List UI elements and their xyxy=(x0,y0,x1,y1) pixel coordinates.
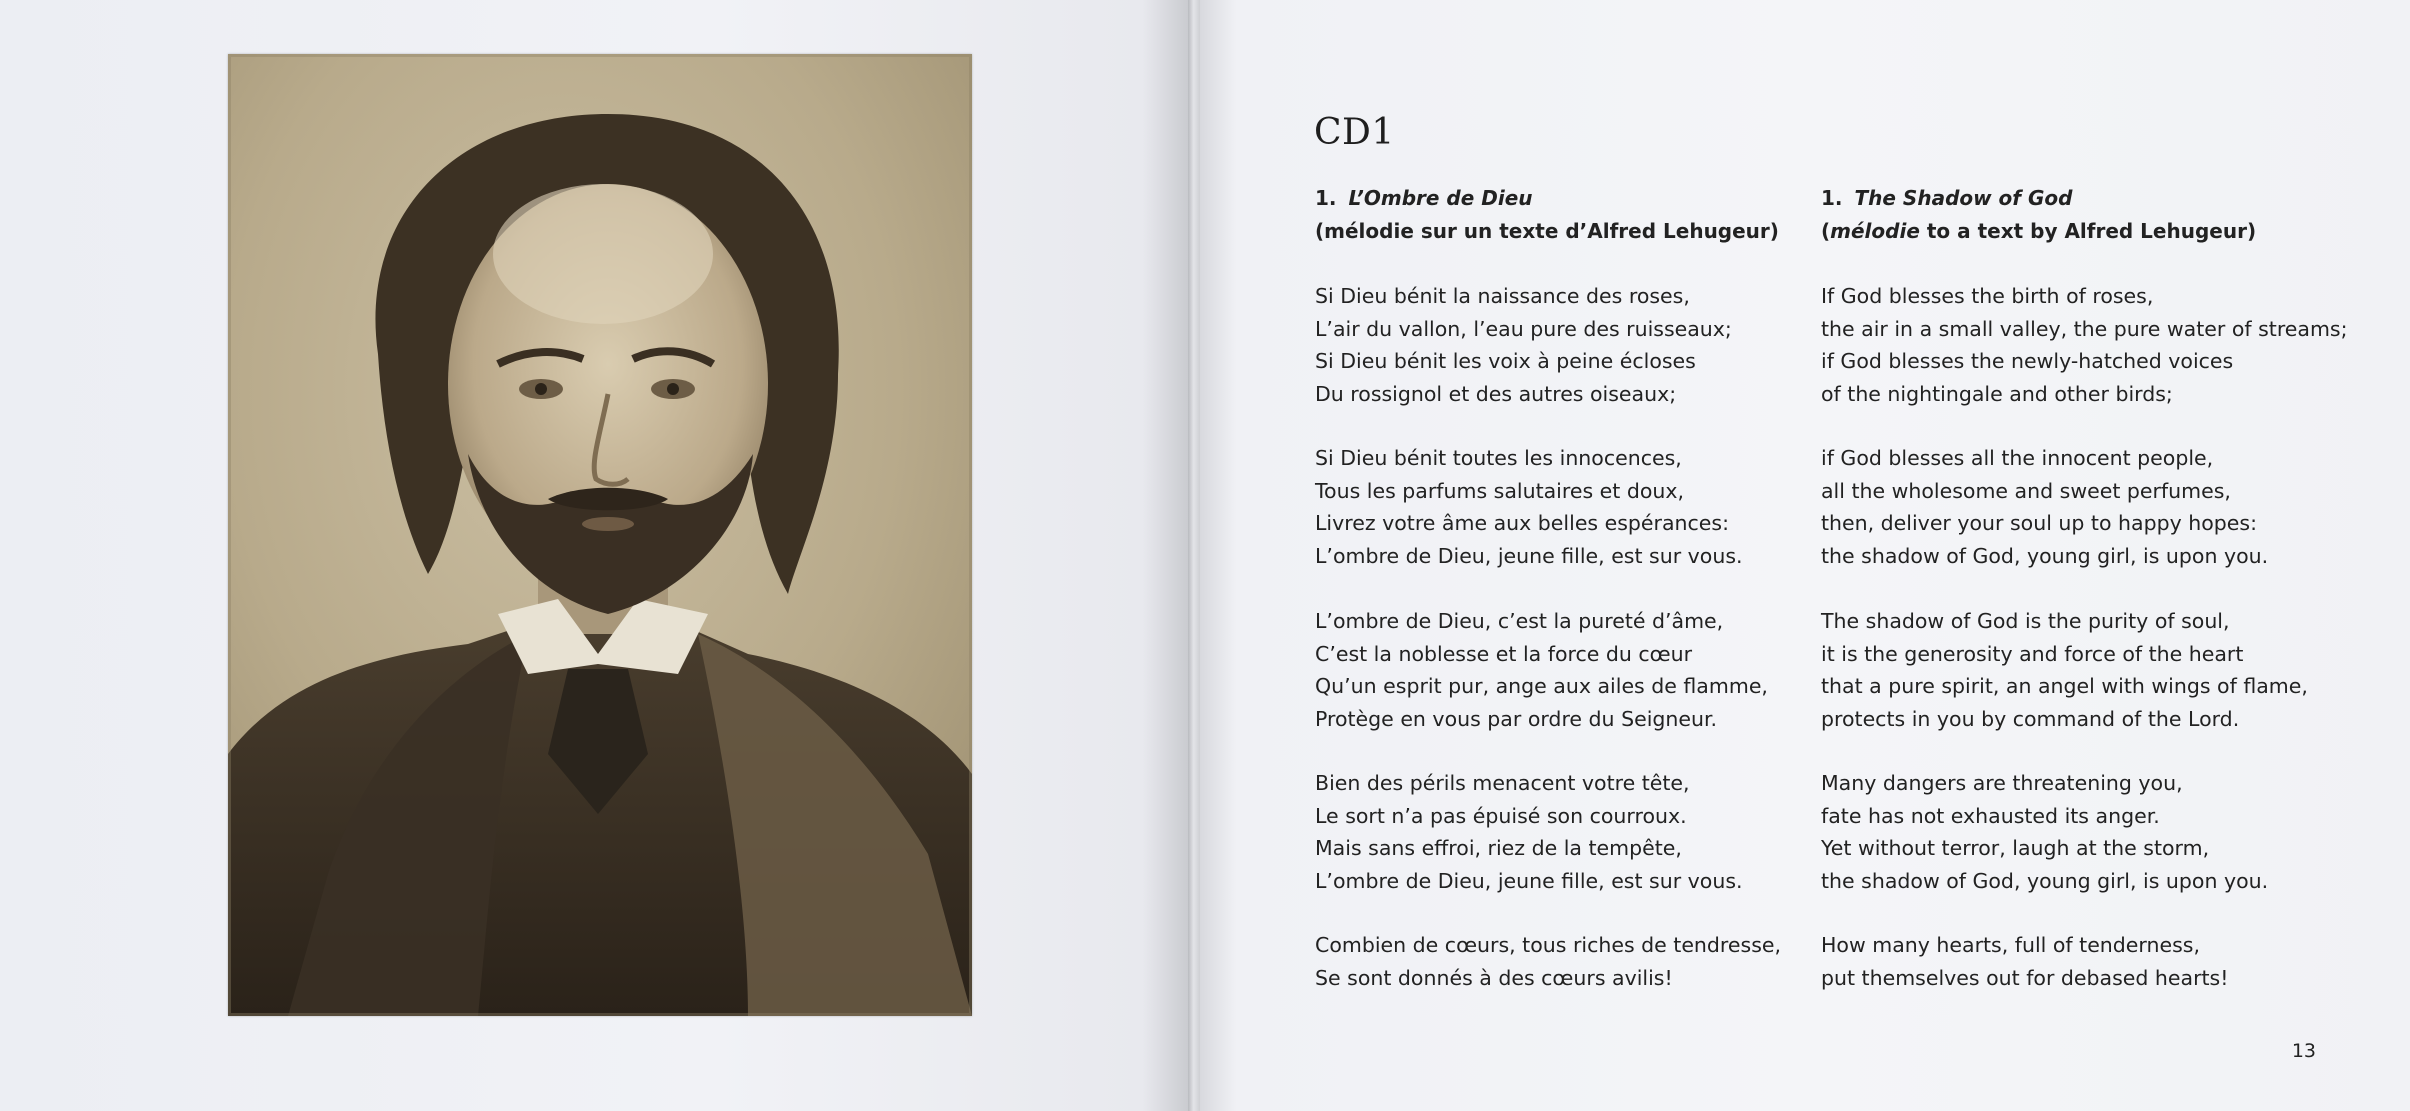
subtitle-rest: to a text by Alfred Lehugeur) xyxy=(1919,219,2257,243)
french-stanza-5 xyxy=(1315,929,1781,994)
lyric-line: Du rossignol et des autres oiseaux; xyxy=(1315,381,1677,406)
lyric-line: Si Dieu bénit la naissance des roses, xyxy=(1315,284,1690,308)
lyric-line: L’ombre de Dieu, c’est la pureté d’âme, xyxy=(1315,609,1724,633)
english-stanza-1 xyxy=(1821,280,2348,410)
lyric-line: Mais sans effroi, riez de la tempête, xyxy=(1315,836,1682,861)
lyric-line: L’ombre de Dieu, jeune fille, est sur vous. xyxy=(1315,868,1743,893)
cd-heading: CD1 xyxy=(1314,112,1395,153)
english-song-title xyxy=(1821,182,2072,215)
subtitle-paren: ( xyxy=(1821,219,1831,243)
lyric-line: Le sort n’a pas épuisé son courroux. xyxy=(1315,803,1687,828)
english-stanza-5 xyxy=(1821,929,2228,994)
french-song-subtitle: (mélodie sur un texte d’Alfred Lehugeur) xyxy=(1315,219,1779,243)
lyric-line: Protège en vous par ordre du Seigneur. xyxy=(1315,706,1718,731)
lyric-line: Tous les parfums salutaires et doux, xyxy=(1315,478,1685,503)
lyric-line: fate has not exhausted its anger. xyxy=(1821,803,2160,828)
lyric-line: Bien des périls menacent votre tête, xyxy=(1315,771,1690,795)
lyric-line: of the nightingale and other birds; xyxy=(1821,381,2173,406)
lyric-line: Qu’un esprit pur, ange aux ailes de flamme, xyxy=(1315,674,1768,699)
lyric-line: L’ombre de Dieu, jeune fille, est sur vous. xyxy=(1315,543,1743,568)
lyric-line: that a pure spirit, an angel with wings of flame, xyxy=(1821,674,2308,699)
lyric-line: C’est la noblesse et la force du cœur xyxy=(1315,641,1693,666)
english-song-title-text: The Shadow of God xyxy=(1854,186,2073,210)
lyric-line: L’air du vallon, l’eau pure des ruisseaux; xyxy=(1315,316,1732,341)
lyric-line: the shadow of God, young girl, is upon you. xyxy=(1821,543,2269,568)
lyric-line: it is the generosity and force of the heart xyxy=(1821,641,2244,666)
english-stanza-2 xyxy=(1821,442,2268,572)
english-song-subtitle xyxy=(1821,215,2256,248)
french-stanza-4 xyxy=(1315,767,1743,897)
lyric-line: The shadow of God is the purity of soul, xyxy=(1821,609,2230,633)
lyric-line: Se sont donnés à des cœurs avilis! xyxy=(1315,965,1673,990)
lyric-line: Yet without terror, laugh at the storm, xyxy=(1821,836,2210,861)
page-number: 13 xyxy=(2291,1040,2316,1062)
portrait-illustration xyxy=(228,54,972,1016)
english-song-number: 1. xyxy=(1821,186,1843,210)
lyric-line: Combien de cœurs, tous riches de tendresse, xyxy=(1315,933,1782,957)
lyric-line: If God blesses the birth of roses, xyxy=(1821,284,2154,308)
english-stanza-4 xyxy=(1821,767,2268,897)
french-stanza-2 xyxy=(1315,442,1743,572)
right-page xyxy=(1200,0,2410,1111)
english-stanza-3 xyxy=(1821,605,2308,735)
lyric-line: Many dangers are threatening you, xyxy=(1821,771,2183,795)
lyric-line: if God blesses the newly-hatched voices xyxy=(1821,349,2234,374)
lyric-line: put themselves out for debased hearts! xyxy=(1821,965,2229,990)
lyric-line: if God blesses all the innocent people, xyxy=(1821,446,2214,470)
left-page xyxy=(0,0,1190,1111)
french-song-title xyxy=(1315,182,1533,215)
french-song-title-text: L’Ombre de Dieu xyxy=(1348,186,1533,210)
subtitle-italic: mélodie xyxy=(1830,219,1920,243)
lyric-line: Livrez votre âme aux belles espérances: xyxy=(1315,511,1729,536)
lyric-line: Si Dieu bénit toutes les innocences, xyxy=(1315,446,1682,470)
french-song-number: 1. xyxy=(1315,186,1337,210)
lyric-line: the shadow of God, young girl, is upon you. xyxy=(1821,868,2269,893)
lyric-line: How many hearts, full of tenderness, xyxy=(1821,933,2200,957)
lyric-line: then, deliver your soul up to happy hopes: xyxy=(1821,511,2258,536)
lyric-line: the air in a small valley, the pure water of streams; xyxy=(1821,316,2348,341)
portrait-photo xyxy=(228,54,972,1016)
lyric-line: protects in you by command of the Lord. xyxy=(1821,706,2240,731)
lyric-line: Si Dieu bénit les voix à peine écloses xyxy=(1315,349,1696,374)
french-stanza-3 xyxy=(1315,605,1768,735)
lyric-line: all the wholesome and sweet perfumes, xyxy=(1821,478,2231,503)
french-stanza-1 xyxy=(1315,280,1732,410)
